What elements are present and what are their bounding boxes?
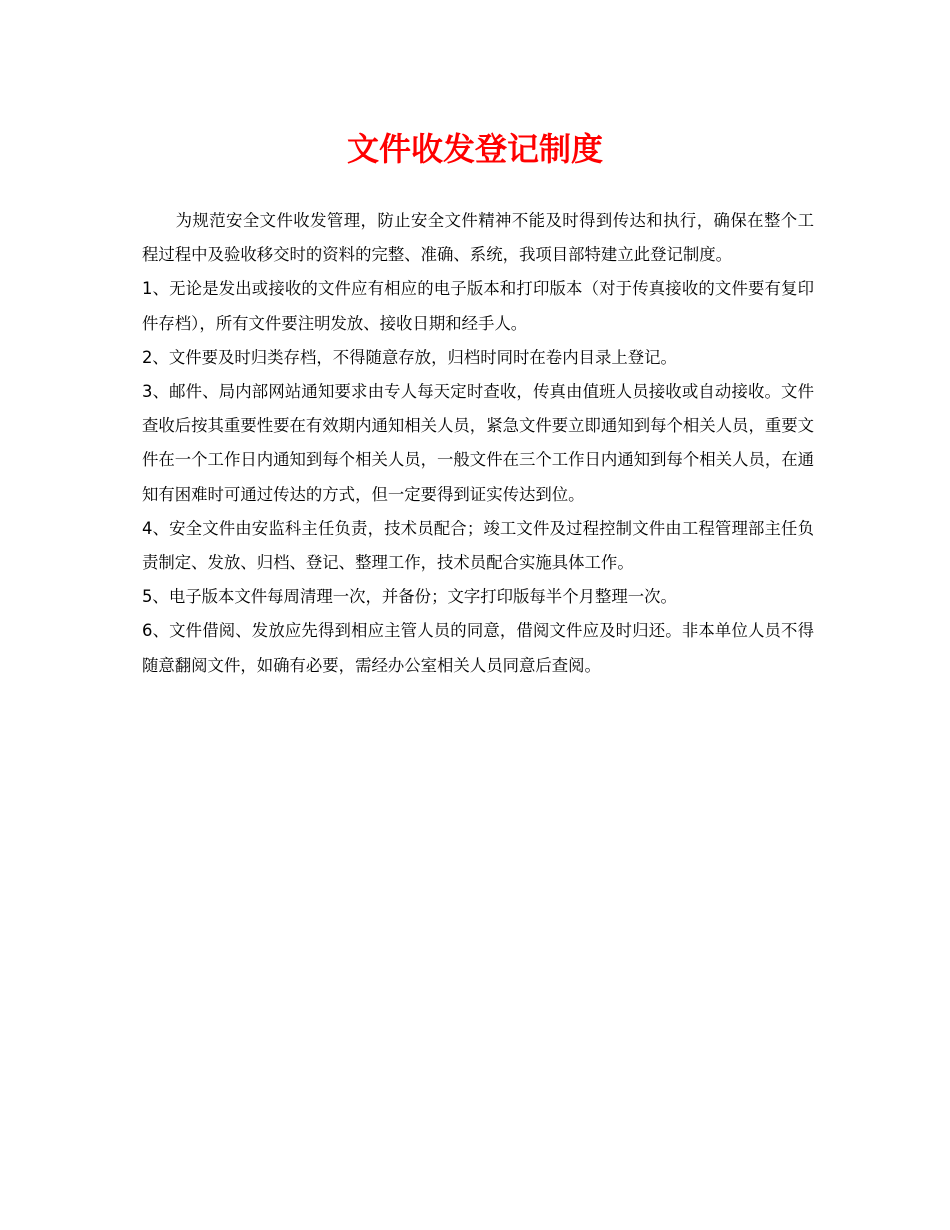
intro-paragraph: 为规范安全文件收发管理，防止安全文件精神不能及时得到传达和执行，确保在整个工程过程中及验收移交时的资料的完整、准确、系统，我项目部特建立此登记制度。 (142, 211, 814, 265)
rule-item-2: 2、文件要及时归类存档，不得随意存放，归档时同时在卷内目录上登记。 (142, 347, 677, 367)
document-body (142, 204, 814, 683)
document-title: 文件收发登记制度 (346, 130, 603, 168)
rule-item-1: 1、无论是发出或接收的文件应有相应的电子版本和打印版本（对于传真接收的文件要有复印件存档），所有文件要注明发放、接收日期和经手人。 (142, 279, 814, 333)
rule-item-6: 6、文件借阅、发放应先得到相应主管人员的同意，借阅文件应及时归还。非本单位人员不得随意翻阅文件，如确有必要，需经办公室相关人员同意后查阅。 (142, 621, 814, 675)
rule-item-5: 5、电子版本文件每周清理一次，并备份；文字打印版每半个月整理一次。 (142, 587, 677, 607)
rule-item-3: 3、邮件、局内部网站通知要求由专人每天定时查收，传真由值班人员接收或自动接收。文件查收后按其重要性要在有效期内通知相关人员，紧急文件要立即通知到每个相关人员，重要文件在一个工作日内通知到每个相关人员，一般文件在三个工作日内通知到每个相关人员，在通知有困难时可通过传达的方式，但一定要得到证实传达到位。 (142, 382, 815, 504)
rule-item-4: 4、安全文件由安监科主任负责，技术员配合；竣工文件及过程控制文件由工程管理部主任负责制定、发放、归档、登记、整理工作，技术员配合实施具体工作。 (142, 518, 814, 573)
